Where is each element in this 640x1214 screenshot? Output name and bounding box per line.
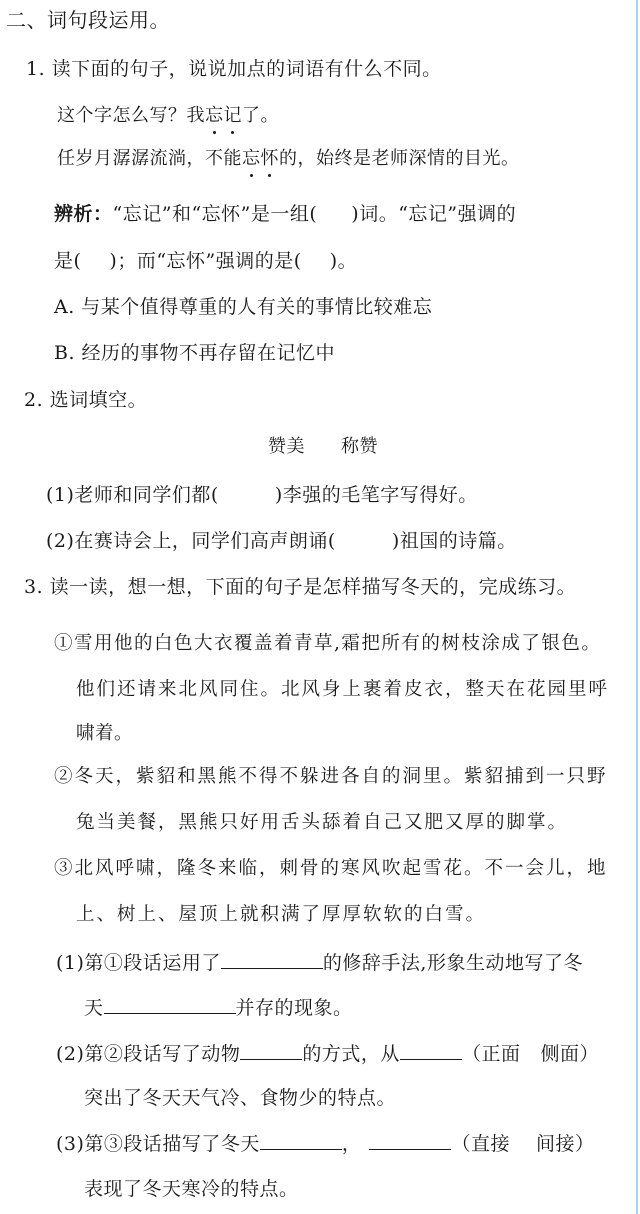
q1-prompt: 1. 读下面的句子，说说加点的词语有什么不同。 — [26, 58, 442, 80]
analysis-text: )词。“忘记”强调的 — [351, 203, 517, 225]
word-option: 称赞 — [341, 436, 378, 457]
q3-sub-1-line-2 — [84, 995, 353, 1020]
q2-item-text: (1)老师和同学们都( — [46, 484, 219, 506]
sub-question-text: ， — [341, 1133, 362, 1155]
q2-prompt: 2. 选词填空。 — [24, 389, 148, 411]
q2-item-text: )祖国的诗篇。 — [391, 530, 517, 552]
sub-question-text: 并存的现象。 — [235, 997, 353, 1019]
q1-option-a: A. 与某个值得尊重的人有关的事情比较难忘 — [54, 296, 433, 318]
q1-s1-before: 这个字怎么写？我 — [57, 105, 205, 126]
choice-hint: （直接 — [451, 1133, 510, 1155]
q2-item-1 — [46, 483, 478, 507]
emphasis-char: 怀 — [260, 148, 279, 169]
q2-item-text: )李强的毛笔字写得好。 — [274, 484, 478, 506]
analysis-text: )；而“忘怀”强调的是( — [109, 250, 302, 272]
answer-blank[interactable] — [240, 1041, 302, 1060]
q2-item-2 — [46, 529, 517, 553]
q2-item-text: (2)在赛诗会上，同学们高声朗诵( — [46, 530, 336, 552]
answer-blank[interactable] — [400, 1041, 462, 1060]
passage-2-line-1: ②冬天，紫貂和黑熊不得不躲进各自的洞里。紫貂捕到一只野 — [54, 766, 608, 787]
analysis-text: “忘记”和“忘怀”是一组( — [112, 203, 318, 225]
answer-blank[interactable] — [104, 995, 236, 1014]
q3-sub-2-line-2: 突出了冬天天气冷、食物少的特点。 — [84, 1087, 397, 1109]
analysis-text: 是( — [54, 250, 82, 272]
passage-2-line-2: 兔当美餐，黑熊只好用舌头舔着自己又肥又厚的脚掌。 — [76, 812, 569, 833]
passage-3-line-1: ③北风呼啸，隆冬来临，刺骨的寒风吹起雪花。不一会儿，地 — [54, 858, 608, 879]
q3-sub-1-line-1 — [56, 950, 583, 975]
answer-blank[interactable] — [369, 1131, 451, 1150]
passage-1-line-1: ①雪用他的白色大衣覆盖着青草,霜把所有的树枝涂成了银色。 — [54, 633, 602, 654]
sub-question-text: (3)第③段话描写了冬天 — [56, 1133, 260, 1155]
q3-sub-3-line-1 — [56, 1131, 594, 1156]
answer-blank[interactable] — [221, 950, 323, 969]
sub-question-text: 的修辞手法,形象生动地写了冬 — [322, 952, 583, 974]
choice-hint: 间接） — [535, 1133, 595, 1155]
q3-prompt: 3. 读一读，想一想，下面的句子是怎样描写冬天的，完成练习。 — [24, 576, 577, 598]
emphasis-char: 忘 — [205, 105, 224, 126]
answer-blank[interactable] — [260, 1131, 342, 1150]
passage-3-line-2: 上、树上、屋顶上就积满了厚厚软软的白雪。 — [76, 904, 487, 925]
page-edge-divider — [636, 0, 638, 1214]
q2-word-bank — [268, 435, 378, 459]
q1-analysis-line-1 — [54, 202, 516, 226]
analysis-text: )。 — [329, 250, 358, 272]
word-option: 赞美 — [268, 436, 305, 457]
analysis-label: 辨析： — [54, 203, 113, 225]
emphasis-char: 忘 — [242, 148, 261, 169]
q1-s2-after: 的，始终是老师深情的目光。 — [279, 148, 520, 169]
q1-sentence-2 — [57, 147, 520, 171]
q1-s1-after: 了。 — [242, 105, 279, 126]
emphasis-char: 记 — [223, 105, 242, 126]
choice-hint: 侧面） — [540, 1043, 599, 1065]
passage-1-line-2: 他们还请来北风同住。北风身上裹着皮衣，整天在花园里呼 — [76, 679, 610, 700]
q1-option-b: B. 经历的事物不再存留在记忆中 — [54, 342, 336, 364]
choice-hint: （正面 — [461, 1043, 521, 1065]
sub-question-text: 天 — [84, 997, 104, 1019]
q3-sub-2-line-1 — [56, 1041, 599, 1066]
sub-question-text: 的方式，从 — [302, 1043, 400, 1065]
section-title: 二、词句段运用。 — [6, 8, 170, 32]
passage-1-line-3: 啸着。 — [76, 723, 134, 744]
q3-sub-3-line-2: 表现了冬天寒冷的特点。 — [84, 1178, 299, 1200]
q1-analysis-line-2 — [54, 249, 357, 273]
q1-s2-before: 任岁月潺潺流淌，不能 — [57, 148, 242, 169]
sub-question-text: (2)第②段话写了动物 — [56, 1043, 241, 1065]
q1-sentence-1 — [57, 104, 279, 128]
sub-question-text: (1)第①段话运用了 — [56, 952, 221, 974]
